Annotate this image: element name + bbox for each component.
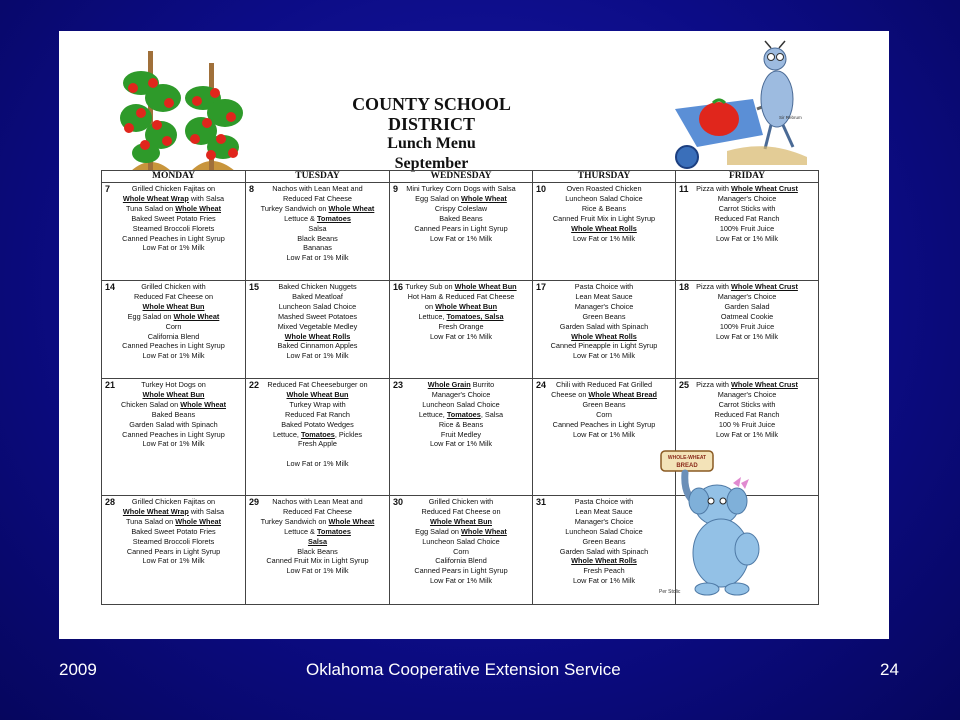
day-cell [246, 379, 390, 496]
menu-item: on Whole Wheat Bun [424, 301, 498, 311]
menu-item [246, 449, 389, 459]
menu-item: Low Fat or 1% Milk [286, 253, 349, 263]
menu-item: Hot Ham & Reduced Fat Cheese [407, 291, 515, 301]
menu-items [676, 183, 818, 243]
day-cell [102, 183, 246, 281]
day-number: 7 [105, 184, 111, 194]
menu-items [102, 183, 245, 253]
menu-item: Grilled Chicken with [428, 497, 494, 506]
day-number: 22 [249, 380, 260, 390]
tomato-plants-illustration [111, 43, 259, 178]
day-number: 17 [536, 282, 547, 292]
menu-item: Cheese on Whole Wheat Bread [551, 389, 657, 399]
menu-item: Egg Salad on Whole Wheat [415, 526, 507, 536]
menu-item: Turkey Hot Dogs on [141, 380, 206, 389]
menu-item: Bananas [303, 243, 332, 253]
menu-item: Mashed Sweet Potatoes [277, 311, 358, 321]
menu-item: Chili with Reduced Fat Grilled [555, 380, 653, 389]
weekday-header-row [102, 171, 819, 183]
menu-item: Luncheon Salad Choice [278, 301, 357, 311]
weekday-header: TUESDAY [246, 171, 390, 183]
menu-item: Reduced Fat Ranch [285, 409, 350, 419]
menu-item: Baked Chicken Nuggets [278, 282, 357, 291]
menu-item: Grilled Chicken Fajitas on [131, 184, 216, 193]
menu-item: Chicken Salad on Whole Wheat [120, 399, 227, 409]
menu-item: Whole Wheat Rolls [571, 331, 637, 341]
menu-item: Pasta Choice with [574, 497, 634, 506]
menu-item: Canned Peaches in Light Syrup [552, 419, 656, 429]
menu-item: Low Fat or 1% Milk [572, 233, 636, 243]
menu-item: Rice & Beans [581, 203, 627, 213]
menu-item: Low Fat or 1% Milk [142, 351, 205, 361]
menu-item: Salsa [307, 536, 328, 546]
menu-items [102, 379, 245, 449]
day-number: 16 [393, 282, 404, 292]
bread-label-bottom: BREAD [676, 463, 698, 469]
menu-item: Garden Salad [724, 301, 770, 311]
menu-item: Whole Wheat Bun [142, 389, 205, 399]
menu-item: California Blend [435, 556, 487, 566]
menu-item: Manager's Choice [717, 389, 777, 399]
day-number: 31 [536, 497, 547, 507]
menu-items [390, 379, 532, 449]
menu-item: Lettuce & Tomatoes [284, 213, 351, 223]
menu-item: Corn [165, 321, 182, 331]
menu-item: Baked Sweet Potato Fries [131, 526, 216, 536]
menu-month: September [394, 155, 469, 172]
weekday-header: MONDAY [102, 171, 246, 183]
menu-items [533, 281, 675, 361]
menu-item: Garden Salad with Spinach [559, 321, 649, 331]
menu-item: Pizza with Whole Wheat Crust [696, 282, 798, 291]
day-cell [390, 281, 533, 379]
day-cell [102, 379, 246, 496]
menu-item: Canned Fruit Mix in Light Syrup [266, 556, 369, 566]
menu-items [390, 183, 532, 243]
day-number: 10 [536, 184, 547, 194]
menu-item: Reduced Fat Cheeseburger on [267, 380, 368, 389]
menu-item: 100 % Fruit Juice [718, 419, 776, 429]
menu-item: 100% Fruit Juice [719, 223, 775, 233]
menu-items [533, 379, 675, 439]
menu-item: Manager's Choice [431, 389, 491, 399]
elephant-bread-illustration [655, 443, 785, 603]
footer-year: 2009 [59, 660, 97, 679]
menu-item: Fruit Medley [440, 429, 482, 439]
footer-page-number: 24 [880, 660, 899, 679]
menu-items [102, 496, 245, 566]
menu-item: Crispy Coleslaw [434, 203, 488, 213]
menu-items [676, 379, 818, 439]
menu-item: Low Fat or 1% Milk [286, 351, 349, 361]
menu-item: Carrot Sticks with [718, 399, 776, 409]
menu-items [246, 496, 389, 576]
menu-item: Tuna Salad on Whole Wheat [125, 516, 222, 526]
menu-item: Nachos with Lean Meat and [272, 497, 363, 506]
menu-subtitle: Lunch Menu [387, 135, 476, 152]
menu-item: Canned Peaches in Light Syrup [122, 429, 225, 439]
day-number: 29 [249, 497, 260, 507]
menu-item: Turkey Wrap with [289, 399, 346, 409]
menu-items [390, 496, 532, 586]
menu-item: Tuna Salad on Whole Wheat [125, 203, 222, 213]
day-number: 28 [105, 497, 116, 507]
menu-item: Pasta Choice with [574, 282, 634, 291]
day-number: 15 [249, 282, 260, 292]
menu-item: Luncheon Salad Choice [422, 399, 500, 409]
menu-items [533, 496, 675, 586]
day-cell [102, 496, 246, 605]
day-number: 30 [393, 497, 404, 507]
menu-item: Whole Wheat Rolls [571, 556, 637, 566]
day-cell [533, 183, 676, 281]
menu-item: Fresh Orange [438, 321, 484, 331]
day-cell [676, 281, 819, 379]
menu-item: Turkey Sub on Whole Wheat Bun [405, 282, 517, 291]
menu-item: Luncheon Salad Choice [565, 193, 643, 203]
menu-item: Low Fat or 1% Milk [572, 429, 636, 439]
menu-item: Grilled Chicken with [141, 282, 206, 291]
menu-item: Reduced Fat Ranch [714, 409, 780, 419]
menu-item: Low Fat or 1% Milk [286, 566, 349, 576]
menu-item: Canned Pears in Light Syrup [414, 223, 508, 233]
menu-item: Low Fat or 1% Milk [429, 576, 493, 586]
menu-item: Steamed Broccoli Florets [132, 536, 215, 546]
week-row [102, 183, 819, 281]
menu-item: 100% Fruit Juice [719, 321, 775, 331]
menu-item: Low Fat or 1% Milk [429, 233, 493, 243]
menu-items [246, 379, 389, 469]
menu-item: Lean Meat Sauce [575, 506, 633, 516]
menu-item: Fresh Peach [583, 566, 625, 576]
menu-sheet [59, 31, 889, 639]
menu-item: Whole Wheat Rolls [571, 223, 637, 233]
day-number: 18 [679, 282, 690, 292]
day-cell [676, 183, 819, 281]
menu-item: Canned Fruit Mix in Light Syrup [552, 213, 656, 223]
menu-item: Low Fat or 1% Milk [142, 439, 205, 449]
menu-item: Lettuce, Tomatoes, Salsa [418, 311, 504, 321]
day-cell [390, 379, 533, 496]
menu-title-block [329, 94, 534, 174]
menu-item: Canned Pears in Light Syrup [414, 566, 508, 576]
menu-item: Low Fat or 1% Milk [142, 243, 205, 253]
menu-item: Baked Cinnamon Apples [277, 341, 358, 351]
menu-item: Manager's Choice [574, 516, 634, 526]
menu-item: Green Beans [582, 399, 626, 409]
bread-label-top: WHOLE-WHEAT [667, 455, 707, 461]
menu-item: Canned Pears in Light Syrup [126, 546, 221, 556]
day-number: 25 [679, 380, 690, 390]
menu-item: Egg Salad on Whole Wheat [415, 193, 507, 203]
menu-item: Luncheon Salad Choice [565, 526, 643, 536]
menu-item: Reduced Fat Cheese [283, 193, 352, 203]
day-cell [246, 183, 390, 281]
menu-item: Reduced Fat Cheese on [421, 506, 501, 516]
menu-item: Turkey Sandwich on Whole Wheat [260, 203, 375, 213]
day-cell [246, 496, 390, 605]
menu-items [533, 183, 675, 243]
menu-item: Garden Salad with Spinach [559, 546, 649, 556]
menu-item: Rice & Beans [438, 419, 484, 429]
day-number: 14 [105, 282, 116, 292]
menu-item: Manager's Choice [717, 291, 777, 301]
day-cell [102, 281, 246, 379]
menu-item: Baked Sweet Potato Fries [131, 213, 216, 223]
menu-item: Whole Wheat Bun [142, 301, 205, 311]
day-cell [246, 281, 390, 379]
menu-item: Lettuce & Tomatoes [284, 526, 351, 536]
menu-item: Baked Beans [439, 213, 483, 223]
day-number: 23 [393, 380, 404, 390]
menu-item: Low Fat or 1% Milk [715, 331, 779, 341]
day-cell [533, 281, 676, 379]
day-number: 11 [679, 184, 689, 194]
menu-item: Mini Turkey Corn Dogs with Salsa [406, 184, 516, 193]
menu-item: Whole Wheat Wrap with Salsa [122, 506, 225, 516]
day-cell [390, 496, 533, 605]
menu-item: Baked Beans [151, 409, 196, 419]
menu-item: Whole Wheat Rolls [284, 331, 351, 341]
bug-signature: Sir Rebrum [779, 115, 802, 120]
district-title: COUNTY SCHOOL DISTRICT [352, 94, 511, 134]
weekday-header: FRIDAY [676, 171, 819, 183]
menu-item: Low Fat or 1% Milk [715, 429, 779, 439]
menu-item: Green Beans [582, 536, 626, 546]
menu-item: Pizza with Whole Wheat Crust [696, 184, 798, 193]
menu-item: Low Fat or 1% Milk [572, 351, 636, 361]
footer-organization: Oklahoma Cooperative Extension Service [306, 660, 621, 679]
menu-item: Low Fat or 1% Milk [429, 439, 493, 449]
menu-item: Egg Salad on Whole Wheat [127, 311, 220, 321]
weekday-header: WEDNESDAY [390, 171, 533, 183]
menu-item: Garden Salad with Spinach [129, 419, 218, 429]
menu-item: Lettuce, Tomatoes, Pickles [272, 429, 363, 439]
menu-items [246, 183, 389, 263]
week-row [102, 281, 819, 379]
menu-item: Whole Wheat Wrap with Salsa [122, 193, 225, 203]
menu-item: Black Beans [297, 233, 338, 243]
bug-wheelbarrow-illustration [667, 39, 817, 171]
menu-item: Whole Wheat Bun [286, 389, 349, 399]
day-number: 8 [249, 184, 255, 194]
day-number: 24 [536, 380, 547, 390]
menu-items [102, 281, 245, 361]
menu-item: Grilled Chicken Fajitas on [131, 497, 216, 506]
menu-item: Manager's Choice [574, 301, 634, 311]
menu-item: Luncheon Salad Choice [422, 536, 500, 546]
menu-item: Canned Pineapple in Light Syrup [550, 341, 658, 351]
menu-item: Carrot Sticks with [718, 203, 776, 213]
menu-item: Whole Wheat Bun [429, 516, 493, 526]
menu-item: Pizza with Whole Wheat Crust [696, 380, 798, 389]
menu-item: Corn [453, 546, 469, 556]
menu-item: Low Fat or 1% Milk [429, 331, 493, 341]
menu-item: Canned Peaches in Light Syrup [122, 341, 225, 351]
menu-item: Mixed Vegetable Medley [277, 321, 358, 331]
menu-item: Lean Meat Sauce [575, 291, 633, 301]
menu-item: Oven Roasted Chicken [566, 184, 642, 193]
menu-item: Oatmeal Cookie [720, 311, 774, 321]
menu-item: Low Fat or 1% Milk [142, 556, 205, 566]
menu-item: Reduced Fat Cheese on [133, 291, 214, 301]
menu-item: Canned Peaches in Light Syrup [122, 233, 225, 243]
day-number: 9 [393, 184, 399, 194]
menu-item: Low Fat or 1% Milk [572, 576, 636, 586]
menu-item: California Blend [147, 331, 200, 341]
menu-item: Steamed Broccoli Florets [132, 223, 215, 233]
menu-item: Green Beans [582, 311, 626, 321]
weekday-header: THURSDAY [533, 171, 676, 183]
menu-item: Salsa [308, 223, 327, 233]
elephant-signature: Per Stolic [659, 589, 681, 595]
menu-item: Baked Meatloaf [292, 291, 343, 301]
day-number: 21 [105, 380, 116, 390]
menu-item: Low Fat or 1% Milk [286, 459, 349, 469]
menu-item: Whole Grain Burrito [427, 380, 495, 389]
menu-items [246, 281, 389, 361]
menu-item: Fresh Apple [298, 439, 337, 449]
menu-item: Turkey Sandwich on Whole Wheat [260, 516, 375, 526]
menu-item: Reduced Fat Ranch [714, 213, 780, 223]
menu-item: Manager's Choice [717, 193, 777, 203]
menu-items [676, 281, 818, 341]
menu-item: Baked Potato Wedges [281, 419, 354, 429]
menu-item: Black Beans [297, 546, 338, 556]
day-cell [390, 183, 533, 281]
menu-items [390, 281, 532, 341]
menu-item: Low Fat or 1% Milk [715, 233, 779, 243]
menu-item: Nachos with Lean Meat and [272, 184, 363, 193]
menu-item: Lettuce, Tomatoes, Salsa [418, 409, 504, 419]
menu-item: Reduced Fat Cheese [283, 506, 352, 516]
menu-item: Corn [596, 409, 612, 419]
